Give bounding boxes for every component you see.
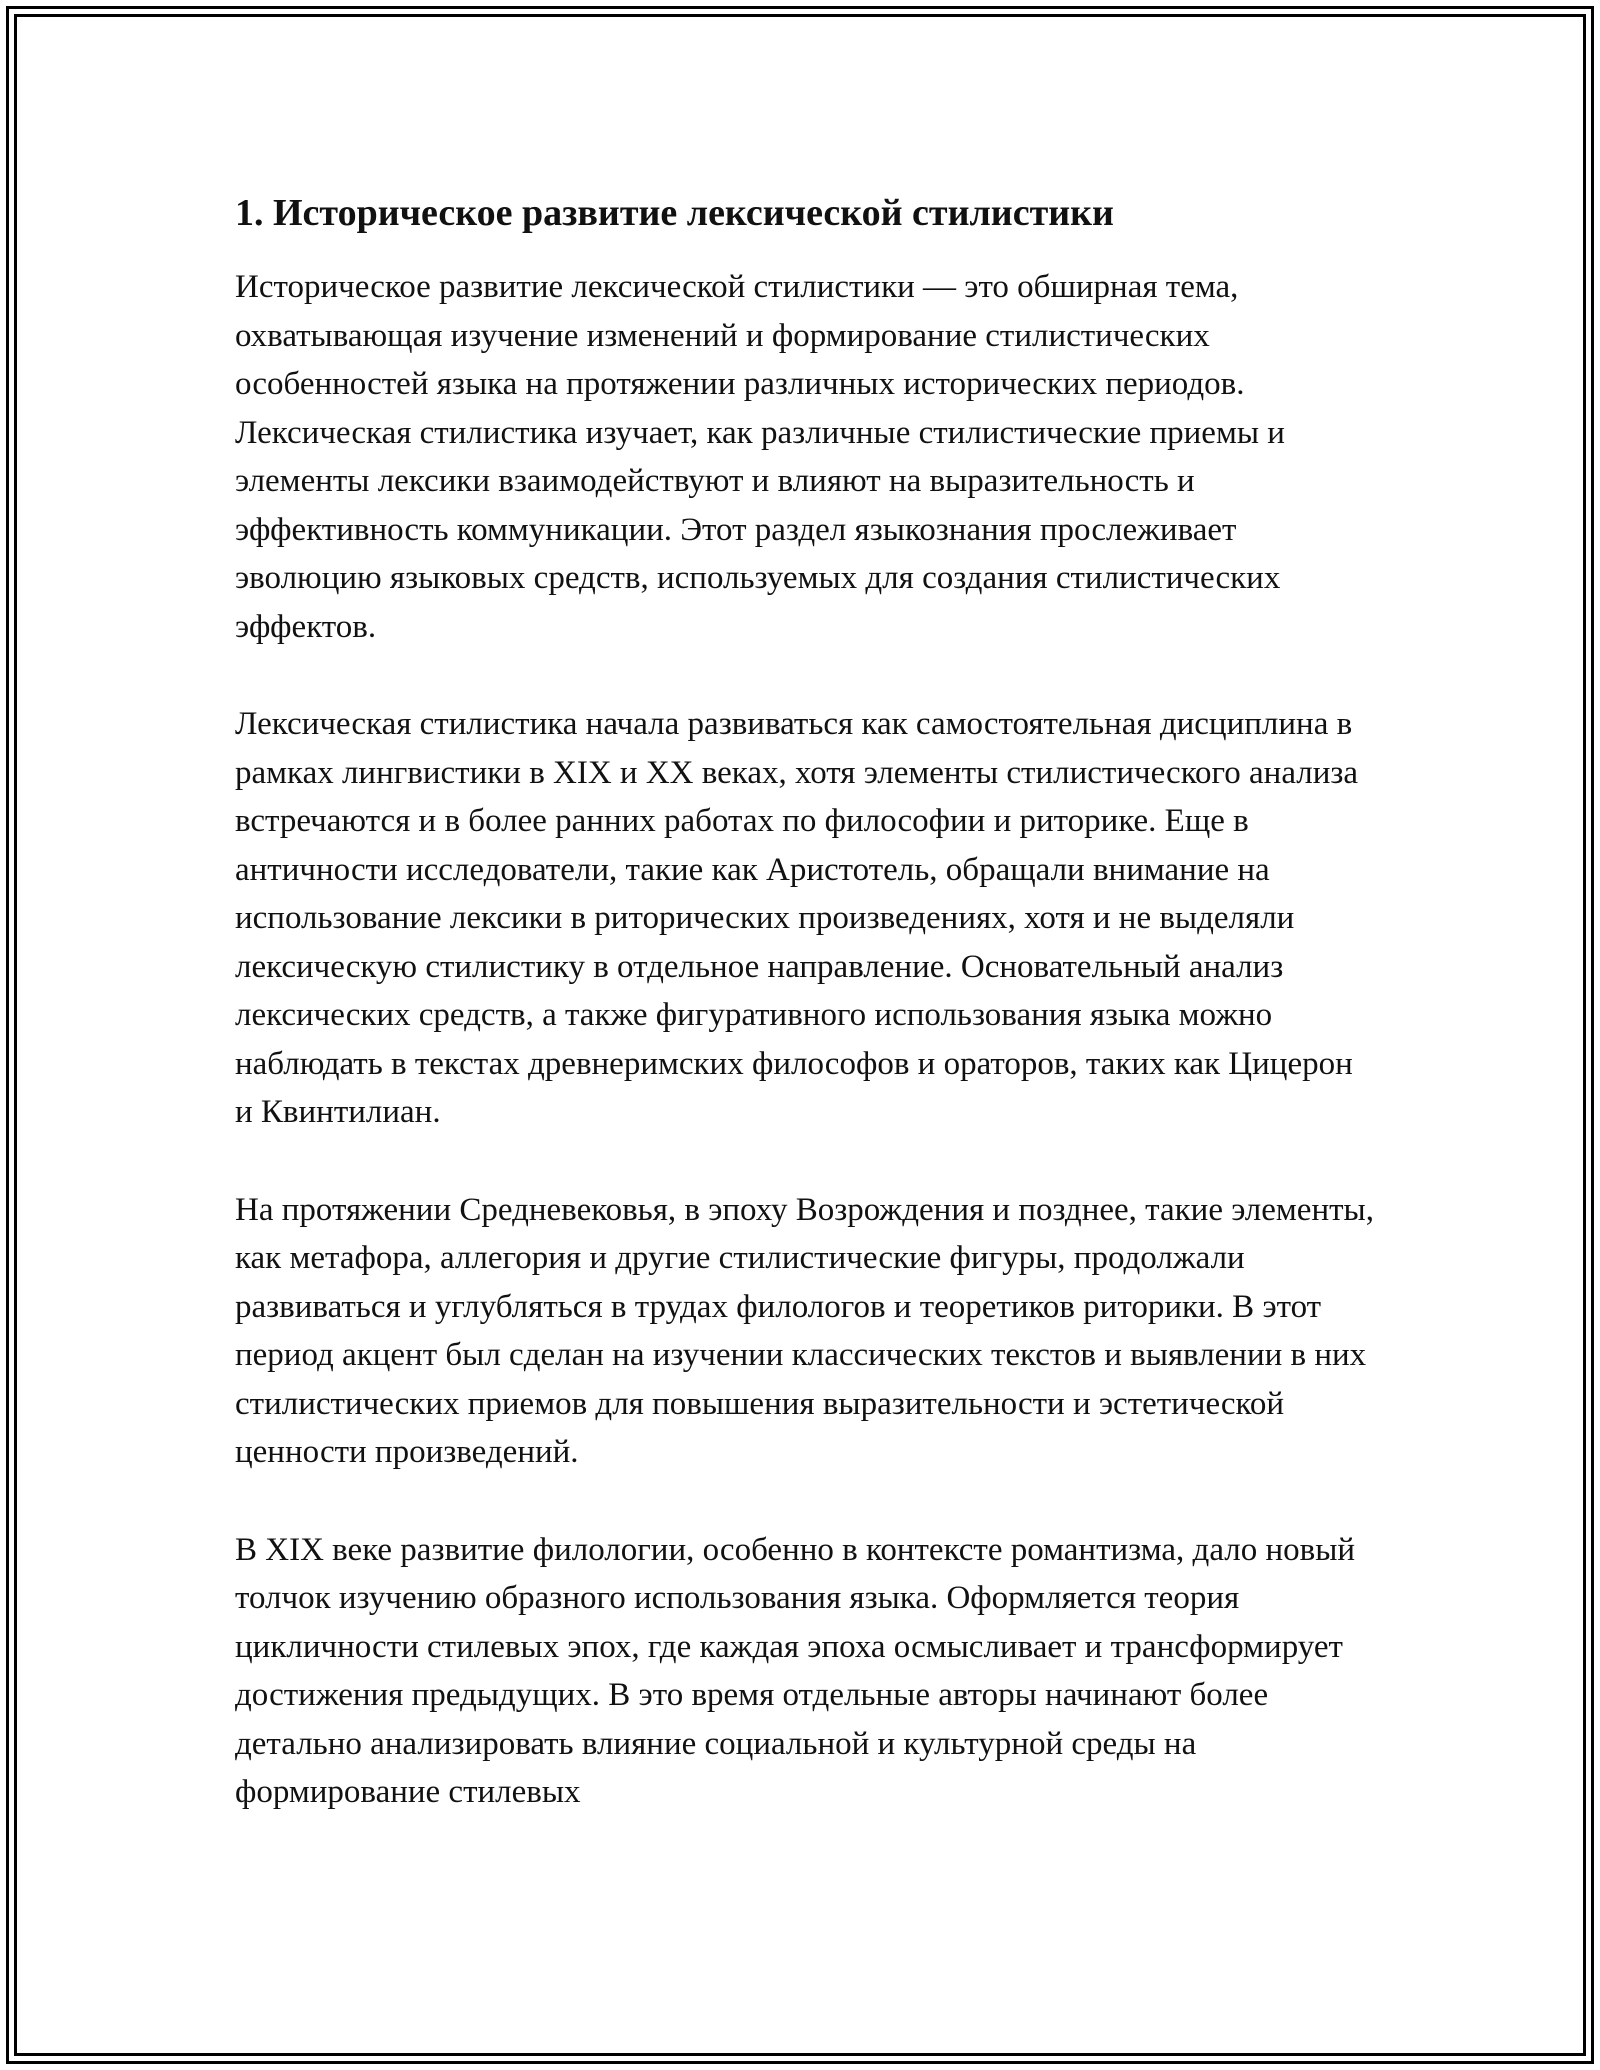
paragraph-4: В XIX веке развитие филологии, особенно в контексте романтизма, дало новый толчок изучению образного использования языка. Оформляется теория цикличности стилевых эпох, где каждая эпоха осмысливает и трансформирует достижения предыдущих. В это время отдельные авторы начинают более детально анализировать влияние социальной и культурной среды на формирование стилевых bbox=[235, 1531, 1356, 1810]
paragraph-1: Историческое развитие лексической стилистики — это обширная тема, охватывающая изучение изменений и формирование стилистических особенностей языка на протяжении различных исторических периодов. Лексическая стилистика изучает, как различные стилистические приемы и элементы лексики взаимодействуют и влияют на выразительность и эффективность коммуникации. Этот раздел языкознания прослеживает эволюцию языковых средств, используемых для создания стилистических эффектов. bbox=[235, 269, 1285, 645]
document-body bbox=[235, 185, 1375, 1866]
paragraph-3: На протяжении Средневековья, в эпоху Возрождения и позднее, такие элементы, как метафора, аллегория и другие стилистические фигуры, продолжали развиваться и углубляться в трудах филологов и теоретиков риторики. В этот период акцент был сделан на изучении классических текстов и выявлении в них стилистических приемов для повышения выразительности и эстетической ценности произведений. bbox=[235, 1191, 1374, 1470]
paragraph-2: Лексическая стилистика начала развиваться как самостоятельная дисциплина в рамках лингвистики в XIX и XX веках, хотя элементы стилистического анализа встречаются и в более ранних работах по философии и риторике. Еще в античности исследователи, такие как Аристотель, обращали внимание на использование лексики в риторических произведениях, хотя и не выделяли лексическую стилистику в отдельное направление. Основательный анализ лексических средств, а также фигуративного использования языка можно наблюдать в текстах древнеримских философов и ораторов, таких как Цицерон и Квинтилиан. bbox=[235, 706, 1359, 1130]
section-heading: 1. Историческое развитие лексической стилистики bbox=[235, 192, 1114, 234]
